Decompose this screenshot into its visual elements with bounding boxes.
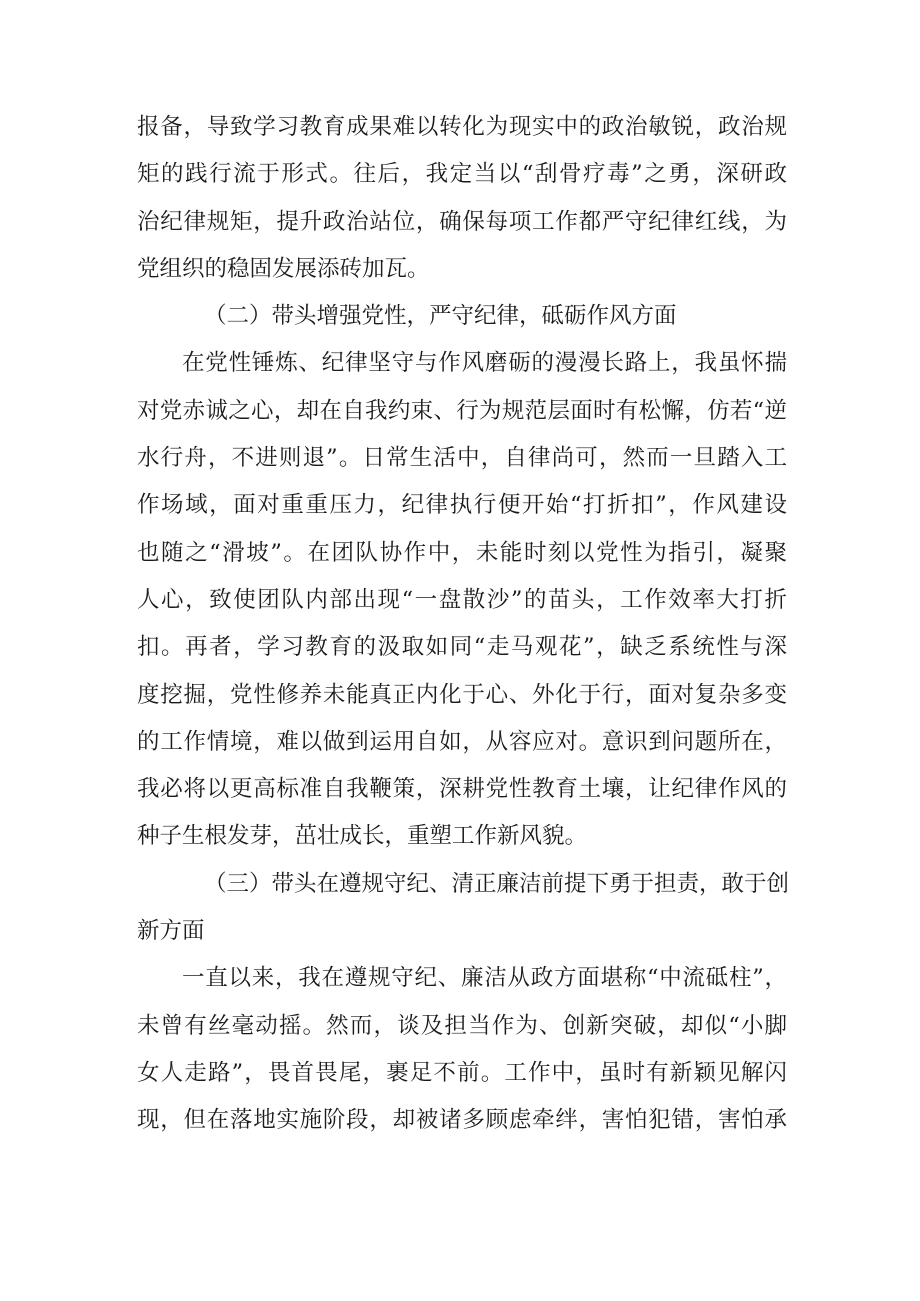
- text-line: 度挖掘，党性修养未能真正内化于心、外化于行，面对复杂多变: [137, 681, 787, 708]
- paragraph-political-rules: [137, 104, 787, 293]
- text-line: 矩的践行流于形式。往后，我定当以“刮骨疗毒”之勇，深研政: [137, 161, 787, 188]
- paragraph-party-spirit: [137, 340, 787, 860]
- text-line: 人心，致使团队内部出现“一盘散沙”的苗头，工作效率大打折: [137, 586, 787, 613]
- section-heading-party-spirit: [137, 293, 787, 340]
- text-line: 报备，导致学习教育成果难以转化为现实中的政治敏锐，政治规: [137, 114, 787, 140]
- text-line: 在党性锤炼、纪律坚守与作风磨砺的漫漫长路上，我虽怀揣: [182, 350, 787, 377]
- text-line: 也随之“滑坡”。在团队协作中，未能时刻以党性为指引，凝聚: [137, 539, 787, 566]
- text-line: 未曾有丝毫动摇。然而，谈及担当作为、创新突破，却似“小脚: [137, 1012, 787, 1039]
- section-heading-responsibility: [137, 861, 790, 956]
- heading-line: 新方面: [137, 918, 205, 945]
- text-line: 女人走路”，畏首畏尾，裹足不前。工作中，虽时有新颖见解闪: [137, 1059, 787, 1086]
- text-line: 作场域，面对重重压力，纪律执行便开始“打折扣”，作风建设: [137, 492, 787, 519]
- text-line: 的工作情境，难以做到运用自如，从容应对。意识到问题所在，: [137, 728, 787, 755]
- text-line: 治纪律规矩，提升政治站位，确保每项工作都严守纪律红线，为: [137, 208, 787, 235]
- text-line: 种子生根发芽，茁壮成长，重塑工作新风貌。: [137, 823, 588, 850]
- text-line: 一直以来，我在遵规守纪、廉洁从政方面堪称“中流砥柱”，: [182, 965, 787, 992]
- text-line: 扣。再者，学习教育的汲取如同“走马观花”，缺乏系统性与深: [137, 634, 787, 661]
- text-line: 我必将以更高标准自我鞭策，深耕党性教育土壤，让纪律作风的: [137, 776, 787, 803]
- heading-line: （二）带头增强党性，严守纪律，砥砺作风方面: [204, 303, 677, 330]
- document-body: [137, 104, 790, 1145]
- text-line: 对党赤诚之心，却在自我约束、行为规范层面时有松懈，仿若“逆: [137, 397, 787, 424]
- heading-line: （三）带头在遵规守纪、清正廉洁前提下勇于担责，敢于创: [204, 870, 790, 897]
- text-line: 党组织的稳固发展添砖加瓦。: [137, 255, 430, 282]
- text-line: 现，但在落地实施阶段，却被诸多顾虑牵绊，害怕犯错，害怕承: [137, 1107, 787, 1134]
- text-line: 水行舟，不进则退”。日常生活中，自律尚可，然而一旦踏入工: [137, 445, 787, 472]
- paragraph-responsibility: [137, 955, 787, 1144]
